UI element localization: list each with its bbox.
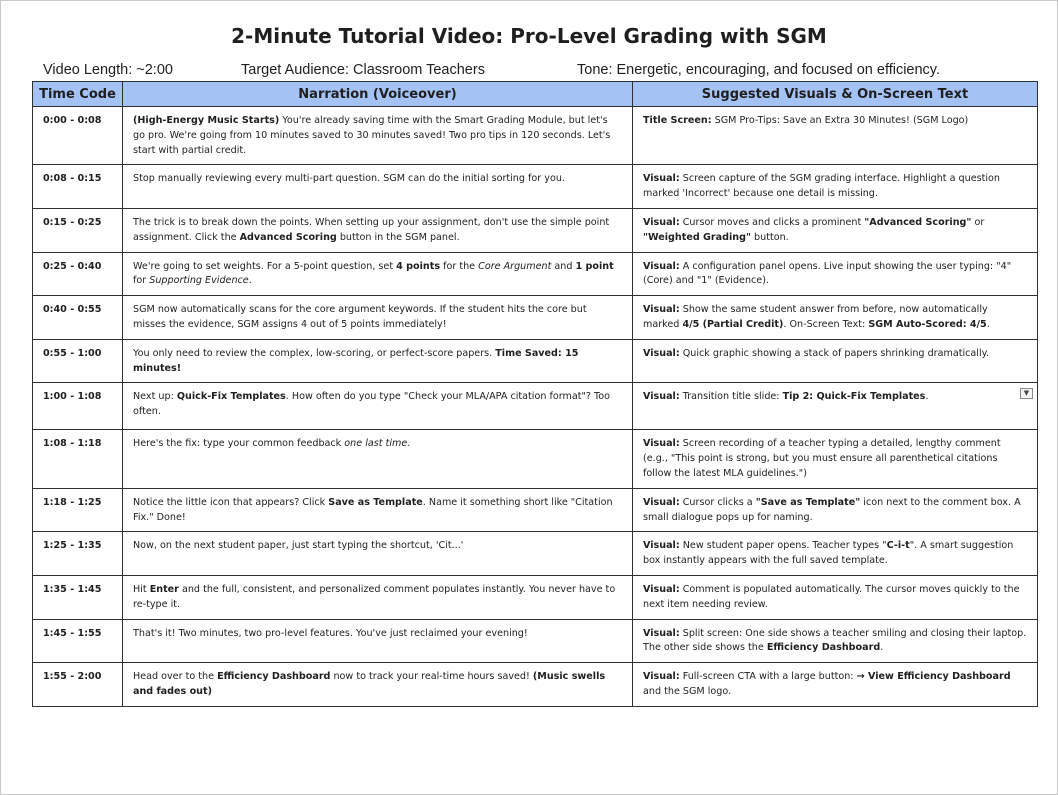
text-segment: Visual:: [643, 496, 680, 508]
text-segment: Full-screen CTA with a large button:: [679, 671, 857, 683]
text-segment: Save as Template: [328, 496, 423, 508]
text-segment: one last time: [344, 438, 408, 450]
narration-cell: [123, 488, 633, 532]
visuals-cell: [633, 252, 1038, 296]
text-segment: Core Argument: [478, 260, 552, 272]
text-segment: The trick is to break down the points. When setting up your assignment, don't use the simple point assignment. Click the: [133, 216, 610, 243]
narration-cell: [123, 208, 633, 252]
text-segment: Show the same student answer from before, now automatically marked: [643, 304, 988, 330]
text-segment: Comment is populated automatically. The cursor moves quickly to the next item needing review.: [643, 583, 1020, 610]
text-segment: Enter: [149, 583, 179, 595]
text-segment: (High-Energy Music Starts): [133, 115, 280, 126]
table-row: [33, 208, 1038, 252]
text-segment: Visual:: [643, 173, 680, 185]
visuals-cell: [633, 532, 1038, 576]
visuals-cell: [633, 208, 1038, 252]
narration-cell: [123, 663, 633, 707]
text-segment: Supporting Evidence: [149, 275, 249, 287]
text-segment: A configuration panel opens. Live input showing the user typing: "4" (Core) and "1" (Evidence).: [643, 260, 1012, 287]
text-segment: Visual:: [643, 391, 680, 403]
text-segment: New student paper opens. Teacher types ": [679, 540, 887, 552]
text-segment: Visual:: [643, 260, 680, 272]
text-segment: You only need to review the complex, low-scoring, or perfect-score papers.: [133, 347, 496, 359]
text-segment: and the full, consistent, and personalized comment populates instantly. You never have to re-type it.: [133, 583, 616, 610]
narration-cell: [123, 383, 633, 430]
text-segment: (Music swells and fades out): [133, 671, 606, 697]
table-row: [33, 488, 1038, 532]
narration-cell: [123, 619, 633, 663]
text-segment: Notice the little icon that appears? Click: [133, 496, 329, 508]
text-segment: SGM now automatically scans for the core argument keywords. If the student hits the core but misses the evidence, SGM assigns 4 out of 5 points immediately!: [133, 304, 587, 330]
text-segment: Next up:: [133, 391, 177, 403]
text-segment: Here's the fix: type your common feedback: [133, 438, 345, 450]
text-segment: Advanced Scoring: [239, 231, 337, 243]
table-row: [33, 663, 1038, 707]
text-segment: Visual:: [643, 216, 680, 228]
text-segment: and: [551, 260, 576, 272]
text-segment: for the: [440, 260, 479, 272]
text-segment: Visual:: [643, 347, 680, 359]
text-segment: ". A smart suggestion box instantly appears with the full saved template.: [643, 540, 1014, 567]
narration-cell: [123, 165, 633, 209]
text-segment: You're already saving time with the Smart Grading Module, but let's go pro. We're going from 10 minutes saved to 30 minutes saved! Two pro tips in 120 seconds. Let's start with partial credit.: [133, 115, 611, 156]
text-segment: . Name it something short like "Citation Fix." Done!: [133, 496, 613, 523]
time-code-cell: 0:08 - 0:15: [33, 165, 123, 209]
text-segment: Visual:: [643, 627, 680, 639]
text-segment: icon next to the comment box. A small dialogue pops up for naming.: [643, 496, 1021, 523]
visuals-cell: [633, 339, 1038, 383]
time-code-cell: 0:40 - 0:55: [33, 296, 123, 340]
text-segment: 4/5 (Partial Credit): [682, 318, 784, 330]
text-segment: button in the SGM panel.: [336, 231, 460, 243]
narration-cell: [123, 575, 633, 619]
time-code-cell: 0:15 - 0:25: [33, 208, 123, 252]
text-segment: Visual:: [643, 438, 680, 450]
text-segment: We're going to set weights. For a 5-point question, set: [133, 260, 397, 272]
text-segment: .: [986, 318, 990, 330]
table-row: [33, 339, 1038, 383]
text-segment: .: [880, 642, 884, 654]
text-segment: .: [248, 275, 252, 287]
visuals-cell: [633, 165, 1038, 209]
text-segment: Visual:: [643, 671, 680, 683]
time-code-cell: 1:35 - 1:45: [33, 575, 123, 619]
text-segment: "Advanced Scoring": [864, 216, 972, 228]
time-code-cell: 1:00 - 1:08: [33, 383, 123, 430]
narration-cell: [123, 532, 633, 576]
tone: Tone: Energetic, encouraging, and focused on efficiency.: [577, 62, 941, 78]
text-segment: Head over to the: [133, 671, 218, 683]
table-row: [33, 383, 1038, 430]
table-row: [33, 575, 1038, 619]
text-segment: Split screen: One side shows a teacher smiling and closing their laptop. The other side shows the: [643, 627, 1027, 654]
table-row: [33, 252, 1038, 296]
text-segment: . On-Screen Text:: [783, 318, 869, 330]
narration-cell: [123, 296, 633, 340]
header-time-code: Time Code: [33, 82, 123, 107]
visuals-cell: [633, 575, 1038, 619]
narration-cell: [123, 252, 633, 296]
visuals-cell: [633, 107, 1038, 165]
text-segment: Visual:: [643, 304, 680, 316]
header-narration: Narration (Voiceover): [123, 82, 633, 107]
time-code-cell: 1:25 - 1:35: [33, 532, 123, 576]
time-code-cell: 1:55 - 2:00: [33, 663, 123, 707]
text-segment: Efficiency Dashboard: [217, 671, 331, 683]
text-segment: button.: [750, 231, 789, 243]
text-segment: That's it! Two minutes, two pro-level features. You've just reclaimed your evening!: [133, 627, 528, 639]
text-segment: Now, on the next student paper, just start typing the shortcut, 'Cit...': [133, 540, 464, 552]
text-segment: Screen recording of a teacher typing a detailed, lengthy comment (e.g., "This point is strong, but you must ensure all parenthetical citations follow the latest MLA guidelines."): [643, 438, 1001, 479]
table-row: [33, 165, 1038, 209]
video-length: Video Length: ~2:00: [43, 62, 173, 78]
text-segment: Cursor moves and clicks a prominent: [679, 216, 865, 228]
text-segment: Hit: [133, 583, 150, 595]
time-code-cell: 1:08 - 1:18: [33, 430, 123, 488]
text-segment: for: [133, 275, 150, 287]
text-segment: Transition title slide:: [679, 391, 783, 403]
page-title: 2-Minute Tutorial Video: Pro-Level Grading with SGM: [231, 24, 827, 48]
text-segment: SGM Auto-Scored: 4/5: [868, 318, 987, 330]
target-audience: Target Audience: Classroom Teachers: [241, 62, 485, 78]
text-segment: Screen capture of the SGM grading interface. Highlight a question marked 'Incorrect' because one detail is missing.: [643, 173, 1000, 200]
table-row: [33, 532, 1038, 576]
table-row: [33, 430, 1038, 488]
table-row: [33, 619, 1038, 663]
visuals-cell: [633, 430, 1038, 488]
narration-cell: [123, 339, 633, 383]
visuals-cell: [633, 619, 1038, 663]
text-segment: and the SGM logo.: [643, 685, 732, 697]
visuals-cell: [633, 663, 1038, 707]
header-row: [33, 82, 1038, 107]
text-segment: Title Screen:: [643, 115, 712, 126]
script-table: [32, 81, 1038, 707]
header-visuals: Suggested Visuals & On-Screen Text: [633, 82, 1038, 107]
visuals-cell: [633, 296, 1038, 340]
text-segment: → View Efficiency Dashboard: [856, 671, 1011, 683]
text-segment: now to track your real-time hours saved!: [330, 671, 533, 683]
text-segment: Tip 2: Quick-Fix Templates: [782, 391, 926, 403]
time-code-cell: 0:00 - 0:08: [33, 107, 123, 165]
text-segment: SGM Pro-Tips: Save an Extra 30 Minutes! (SGM Logo): [711, 115, 969, 126]
visuals-cell: [633, 383, 1038, 430]
text-segment: .: [407, 438, 411, 450]
text-segment: Quick-Fix Templates: [176, 391, 286, 403]
narration-cell: [123, 430, 633, 488]
text-segment: "Weighted Grading": [643, 231, 751, 243]
text-segment: 4 points: [396, 260, 441, 272]
text-segment: Cursor clicks a: [679, 496, 756, 508]
text-segment: .: [925, 391, 929, 403]
text-segment: or: [971, 216, 985, 228]
text-segment: . How often do you type "Check your MLA/APA citation format"? Too often.: [133, 391, 611, 418]
text-segment: Quick graphic showing a stack of papers shrinking dramatically.: [679, 347, 989, 359]
time-code-cell: 0:25 - 0:40: [33, 252, 123, 296]
text-segment: Time Saved: 15 minutes!: [133, 347, 579, 374]
dropdown-arrow-icon[interactable]: ▼: [1020, 388, 1033, 399]
time-code-cell: 0:55 - 1:00: [33, 339, 123, 383]
table-row: [33, 107, 1038, 165]
visuals-cell: [633, 488, 1038, 532]
table-row: [33, 296, 1038, 340]
text-segment: "Save as Template": [755, 496, 861, 508]
time-code-cell: 1:45 - 1:55: [33, 619, 123, 663]
text-segment: Visual:: [643, 583, 680, 595]
text-segment: Stop manually reviewing every multi-part question. SGM can do the initial sorting for you.: [133, 173, 565, 185]
text-segment: 1 point: [575, 260, 614, 272]
text-segment: Efficiency Dashboard: [766, 642, 881, 654]
time-code-cell: 1:18 - 1:25: [33, 488, 123, 532]
narration-cell: [123, 107, 633, 165]
text-segment: Visual:: [643, 540, 680, 552]
text-segment: C-i-t: [886, 540, 910, 552]
